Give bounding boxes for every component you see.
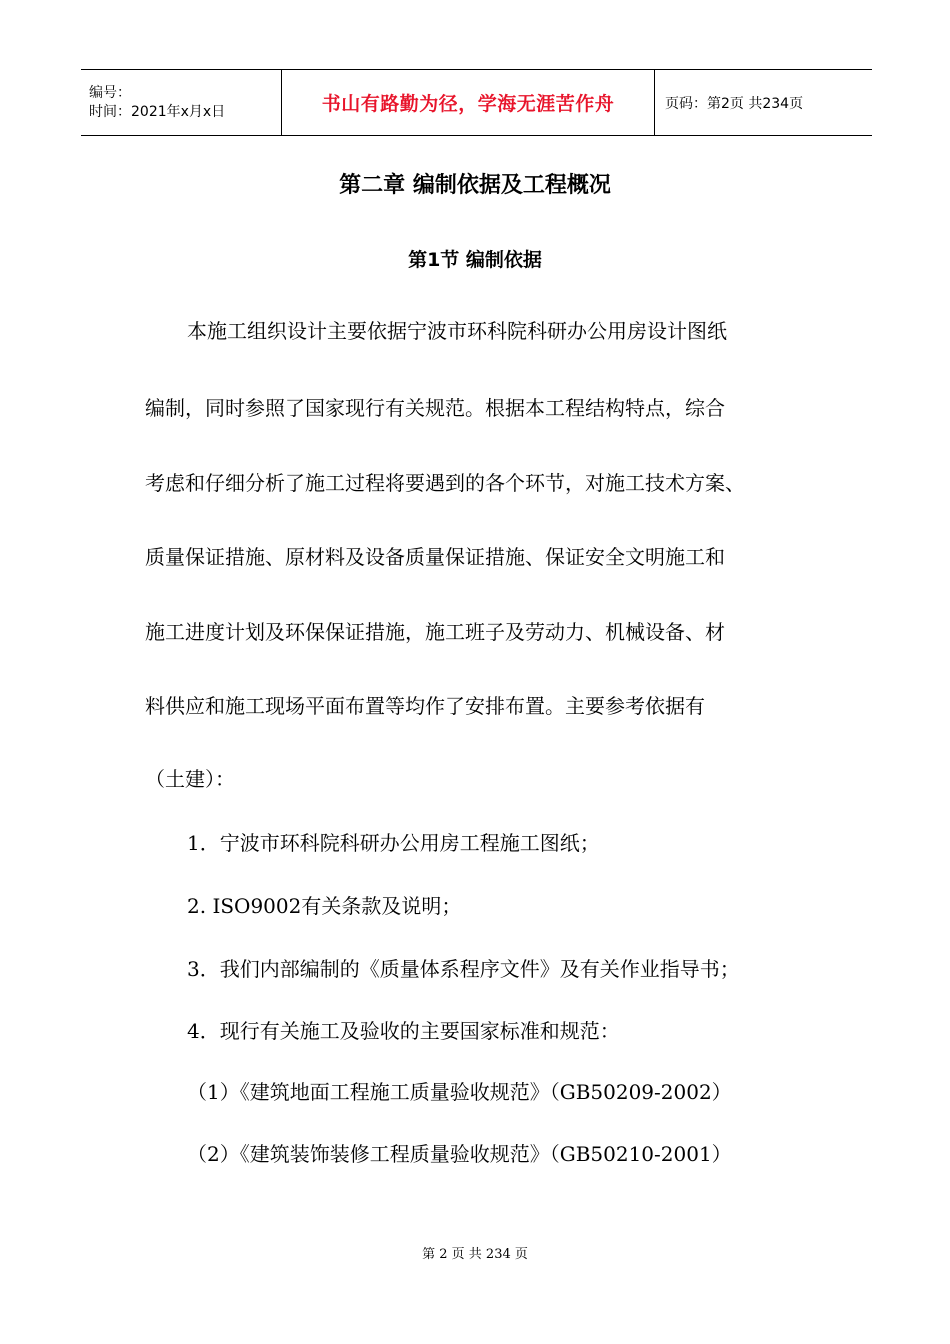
list-item: 4．现行有关施工及验收的主要国家标准和规范： bbox=[187, 1019, 620, 1043]
paragraph-line: （土建）： bbox=[145, 767, 235, 791]
standard-item: （1）《建筑地面工程施工质量验收规范》（GB50209-2002） bbox=[187, 1080, 732, 1104]
document-date: 时间：2021年x月x日 bbox=[89, 103, 226, 120]
section-title: 第1节 编制依据 bbox=[408, 249, 542, 271]
paragraph-line: 质量保证措施、原材料及设备质量保证措施、保证安全文明施工和 bbox=[145, 545, 725, 569]
list-item: 3．我们内部编制的《质量体系程序文件》及有关作业指导书； bbox=[187, 957, 740, 981]
header-meta-cell bbox=[81, 70, 282, 136]
paragraph-line: 考虑和仔细分析了施工过程将要遇到的各个环节，对施工技术方案、 bbox=[145, 471, 745, 495]
header-page-info: 页码：第2页 共234页 bbox=[665, 95, 804, 112]
header-motto-cell bbox=[282, 70, 655, 136]
list-item: 2. ISO9002有关条款及说明； bbox=[187, 894, 462, 918]
paragraph-line: 本施工组织设计主要依据宁波市环科院科研办公用房设计图纸 bbox=[187, 319, 727, 343]
document-number-label: 编号： bbox=[89, 84, 131, 101]
paragraph-line: 料供应和施工现场平面布置等均作了安排布置。主要参考依据有 bbox=[145, 694, 705, 718]
paragraph-line: 施工进度计划及环保保证措施，施工班子及劳动力、机械设备、材 bbox=[145, 620, 725, 644]
document-header bbox=[81, 69, 872, 136]
standard-item: （2）《建筑装饰装修工程质量验收规范》（GB50210-2001） bbox=[187, 1142, 732, 1166]
page-footer: 第 2 页 共 234 页 bbox=[422, 1247, 528, 1262]
list-item: 1．宁波市环科院科研办公用房工程施工图纸； bbox=[187, 831, 600, 855]
paragraph-line: 编制，同时参照了国家现行有关规范。根据本工程结构特点，综合 bbox=[145, 396, 725, 420]
chapter-title: 第二章 编制依据及工程概况 bbox=[339, 173, 611, 198]
header-page-cell bbox=[655, 70, 873, 136]
header-motto: 书山有路勤为径，学海无涯苦作舟 bbox=[321, 93, 615, 115]
